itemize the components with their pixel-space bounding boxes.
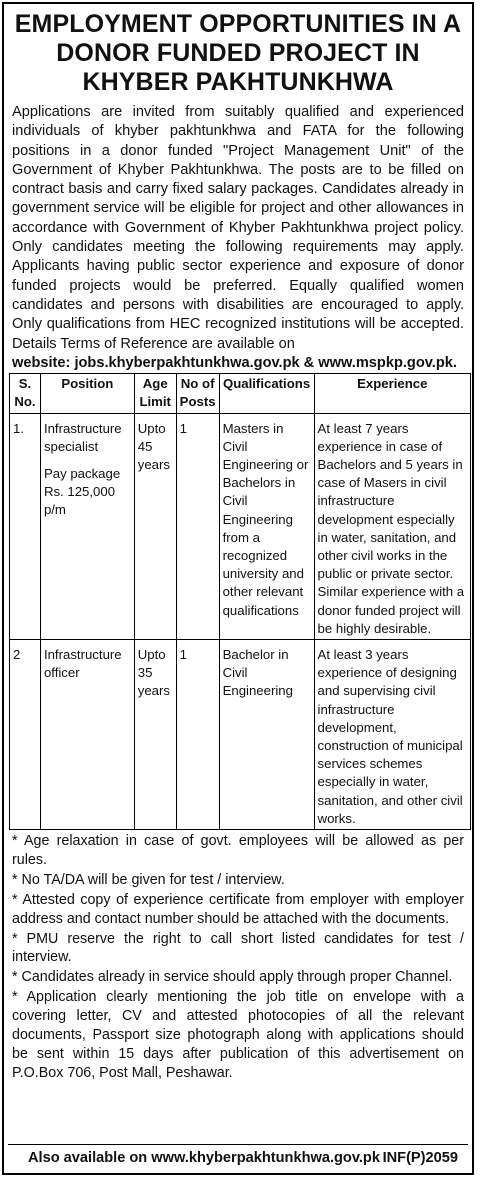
positions-table: [9, 373, 471, 830]
position-title: Infrastructure officer: [43, 647, 122, 681]
table-header-row: [10, 374, 471, 413]
cell-experience: At least 3 years experience of designing and supervising civil infrastructure development, construction of municipal services schemes especially in water, sanitation, and other civil works.: [314, 640, 470, 830]
title-line: KHYBER PAKHTUNKHWA: [82, 68, 394, 96]
advertisement-frame: [2, 2, 474, 1175]
header-experience: Experience: [314, 374, 470, 413]
header-position: Position: [40, 374, 134, 413]
cell-no-of-posts: 1: [176, 413, 219, 639]
note-item: * Application clearly mentioning the job title on envelope with a covering letter, CV and attested photocopies of all the relevant documents, Passport size photograph along with applications should be sent within 15 days after publication of this advertisement on P.O.Box 706, Post Mall, Peshawar.: [12, 989, 464, 1081]
note-item: * Attested copy of experience certificate from employer with employer address and contact number should be attached with the documents.: [12, 891, 464, 927]
cell-age-limit: Upto 35 years: [134, 640, 176, 830]
cell-qualifications: Masters in Civil Engineering or Bachelors in Civil Engineering from a recognized university and other relevant qualifications: [219, 413, 314, 639]
title-line: EMPLOYMENT OPPORTUNITIES IN A: [14, 10, 462, 38]
header-age-limit: Age Limit: [134, 374, 176, 413]
note-item: * Candidates already in service should apply through proper Channel.: [12, 969, 453, 986]
cell-position: [40, 640, 134, 830]
note-item: * No TA/DA will be given for test / interview.: [12, 871, 285, 888]
header-no-of-posts: No of Posts: [176, 374, 219, 413]
cell-no-of-posts: 1: [176, 640, 219, 830]
intro-text: Applications are invited from suitably qualified and experienced individuals of khyber pakhtunkhwa and FATA for the following positions in a donor funded "Project Management Unit" of the Government of Khyber Pakhtunkhwa. The posts are to be filled on contract basis and carry fixed salary packages. Candidates already in government service will be eligible for project and other allowances in accordance with Government of Khyber Pakhtunkhwa project policy. Only candidates meeting the following requirements may apply. Applicants having public sector experience and exposure of donor funded projects would be preferred. Equally qualified women candidates and persons with disabilities are encouraged to apply. Only qualifications from HEC recognized institutions will be accepted. Details Terms of Reference are available on: [12, 104, 464, 352]
cell-position: [40, 413, 134, 639]
cell-sno: 2: [10, 640, 41, 830]
page-title: [4, 10, 472, 97]
note-item: * Age relaxation in case of govt. employees will be allowed as per rules.: [12, 833, 464, 868]
note-item: * PMU reserve the right to call short listed candidates for test / interview.: [12, 930, 464, 966]
position-title: Infrastructure specialist: [43, 420, 122, 454]
cell-experience: At least 7 years experience in case of Bachelors and 5 years in case of Masers in civil infrastructure development especially in water, sanitation, and other civil works in the public or private sector. Similar experience with a donor funded project will be highly desirable.: [314, 413, 470, 639]
header-sno: S. No.: [10, 374, 41, 413]
website-text: website: jobs.khyberpakhtunkhwa.gov.pk & www.mspkp.gov.pk.: [12, 354, 457, 371]
footer-bar: [8, 1144, 468, 1171]
intro-paragraph: [12, 103, 464, 373]
table-row: [10, 413, 471, 639]
cell-qualifications: Bachelor in Civil Engineering: [219, 640, 314, 830]
footer-ad-code: INF(P)2059: [382, 1150, 458, 1166]
title-line: DONOR FUNDED PROJECT IN: [56, 39, 420, 67]
notes-list: [12, 832, 464, 1083]
cell-sno: 1.: [10, 413, 41, 639]
header-qualifications: Qualifications: [219, 374, 314, 413]
footer-availability: Also available on www.khyberpakhtunkhwa.gov.pk: [28, 1150, 380, 1166]
table-row: [10, 640, 471, 830]
pay-package: Pay package Rs. 125,000 p/m: [43, 465, 121, 518]
cell-age-limit: Upto 45 years: [134, 413, 176, 639]
